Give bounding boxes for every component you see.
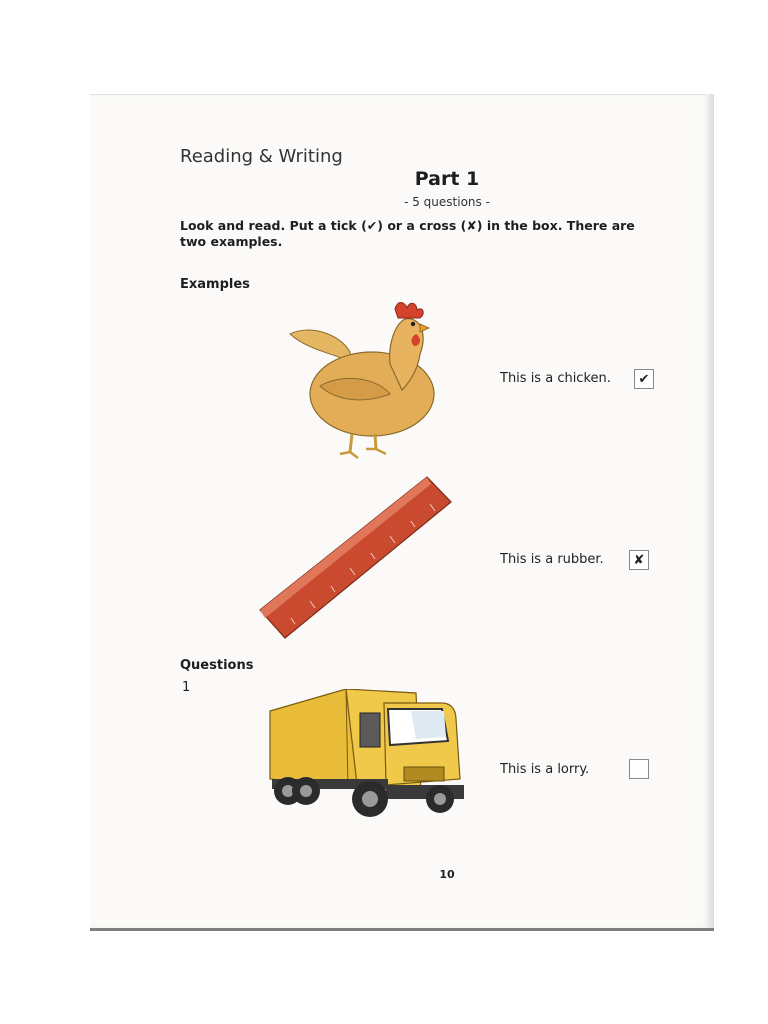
example-1-sentence: This is a chicken. bbox=[500, 371, 611, 386]
question-count: - 5 questions - bbox=[404, 195, 490, 209]
page-number: 10 bbox=[439, 868, 455, 881]
lorry-picture bbox=[266, 689, 468, 829]
question-1-sentence: This is a lorry. bbox=[500, 762, 590, 777]
workbook-page bbox=[90, 94, 714, 931]
question-1-answer-box[interactable] bbox=[629, 759, 649, 779]
example-1-answer-box[interactable]: ✔ bbox=[634, 369, 654, 389]
chicken-picture bbox=[280, 294, 440, 469]
section-title: Reading & Writing bbox=[180, 146, 343, 167]
part-title: Part 1 bbox=[414, 168, 480, 190]
ruler-picture bbox=[255, 472, 455, 644]
examples-label: Examples bbox=[180, 277, 250, 292]
questions-label: Questions bbox=[180, 658, 254, 673]
question-1-number: 1 bbox=[182, 680, 191, 695]
example-2-answer-box[interactable]: ✘ bbox=[629, 550, 649, 570]
example-2-sentence: This is a rubber. bbox=[500, 552, 604, 567]
page-gutter-shadow bbox=[706, 94, 714, 928]
instructions: Look and read. Put a tick (✔) or a cross (✘) in the box. There are two examples. bbox=[180, 218, 635, 249]
